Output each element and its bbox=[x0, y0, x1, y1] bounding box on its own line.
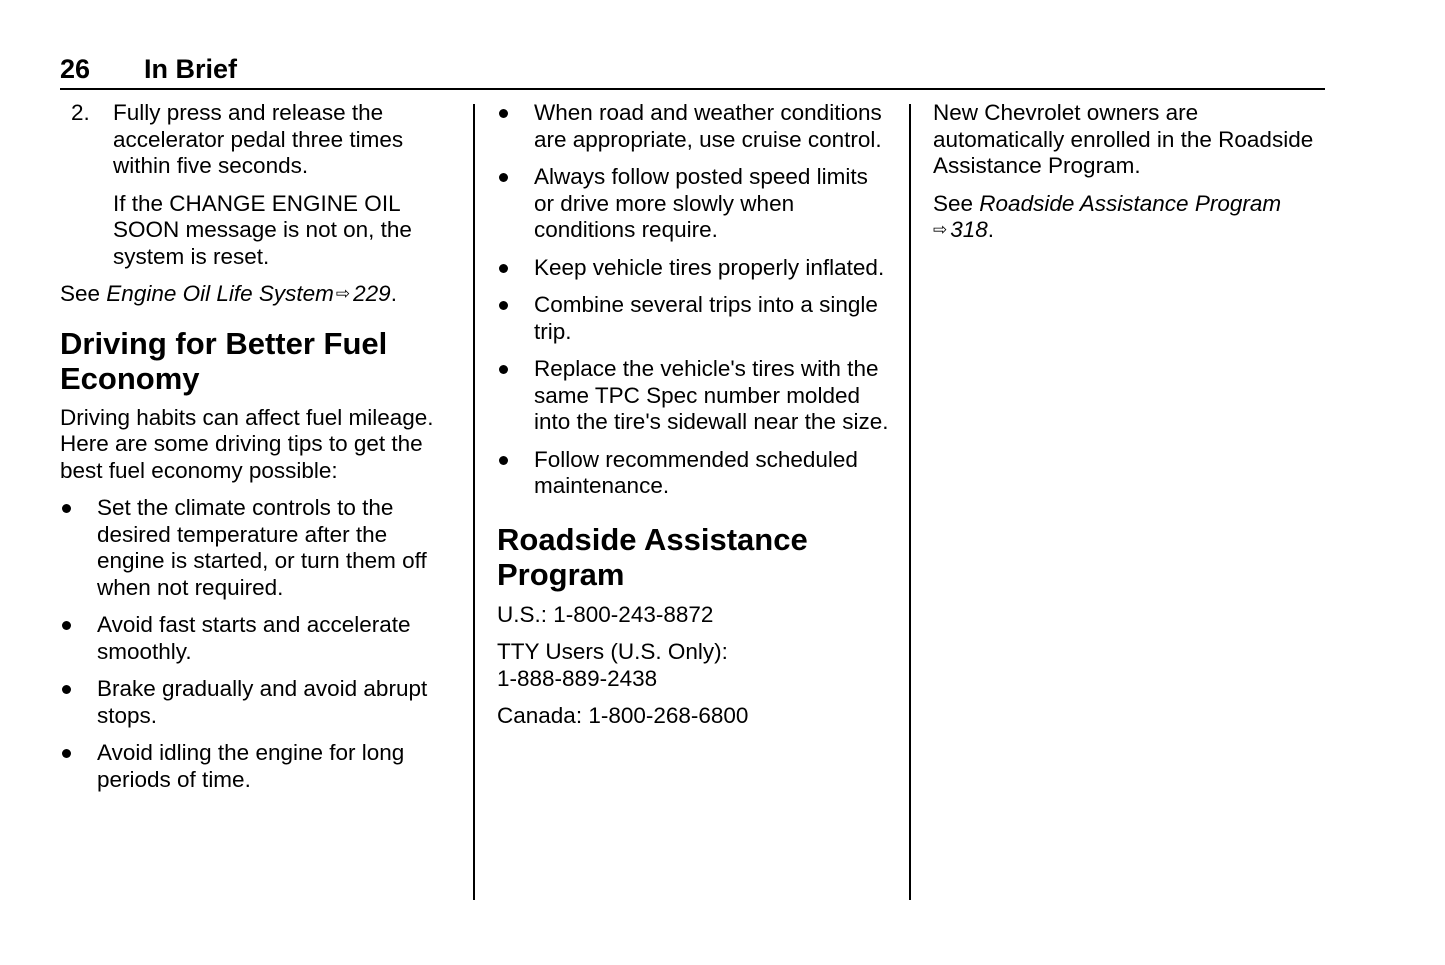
contact-tty-number: 1-888-889-2438 bbox=[497, 665, 658, 691]
section-title: In Brief bbox=[144, 54, 238, 84]
reference-suffix: . bbox=[987, 217, 995, 242]
list-item-text: Combine several trips into a single trip. bbox=[534, 292, 878, 344]
bullet-icon bbox=[499, 173, 508, 182]
list-item-text: Keep vehicle tires properly inflated. bbox=[534, 254, 885, 280]
list-item-text: Avoid idling the engine for long periods of time. bbox=[97, 740, 405, 792]
bullet-icon bbox=[499, 264, 508, 273]
list-item-text: Follow recommended scheduled maintenance. bbox=[534, 446, 858, 498]
contact-us-phone: U.S.: 1-800-243-8872 bbox=[497, 601, 714, 627]
fuel-economy-intro: Driving habits can affect fuel mileage. Here are some driving tips to get the best fuel economy possible: bbox=[60, 404, 434, 483]
list-item bbox=[60, 740, 455, 793]
see-reference bbox=[933, 191, 1328, 244]
numbered-step bbox=[60, 100, 455, 180]
list-item bbox=[497, 447, 892, 500]
list-item bbox=[60, 676, 455, 729]
contact-canada-phone: Canada: 1-800-268-6800 bbox=[497, 703, 749, 728]
step-text: Fully press and release the accelerator pedal three times within five seconds. bbox=[113, 100, 404, 178]
see-reference bbox=[60, 281, 455, 308]
bullet-icon bbox=[499, 301, 508, 310]
list-item-text: Avoid fast starts and accelerate smoothly. bbox=[97, 612, 411, 664]
list-item bbox=[60, 612, 455, 665]
bullet-icon bbox=[499, 109, 508, 118]
reference-link-roadside-assistance-program[interactable]: Roadside Assistance Program bbox=[979, 190, 1282, 216]
bullet-icon bbox=[62, 504, 71, 513]
roadside-enrollment-text: New Chevrolet owners are automatically enrolled in the Roadside Assistance Program. bbox=[933, 100, 1314, 178]
column-2 bbox=[497, 100, 892, 730]
page-arrow-icon: ⇨ bbox=[933, 220, 948, 239]
list-item-text: Always follow posted speed limits or drive more slowly when conditions require. bbox=[534, 164, 868, 242]
page-arrow-icon: ⇨ bbox=[335, 284, 351, 303]
bullet-icon bbox=[62, 621, 71, 630]
reference-page-number[interactable]: 318 bbox=[950, 217, 988, 242]
contact-tty bbox=[497, 639, 892, 692]
column-divider bbox=[473, 104, 475, 900]
bullet-icon bbox=[499, 365, 508, 374]
bullet-icon bbox=[62, 749, 71, 758]
bullet-icon bbox=[62, 685, 71, 694]
list-item bbox=[497, 100, 892, 153]
step-number: 2. bbox=[71, 100, 90, 125]
column-divider bbox=[909, 104, 911, 900]
heading-roadside-assistance: Roadside Assistance Program bbox=[497, 521, 808, 592]
page-number: 26 bbox=[60, 54, 91, 84]
see-prefix: See bbox=[933, 190, 980, 216]
column-1 bbox=[60, 100, 455, 793]
list-item bbox=[497, 164, 892, 244]
list-item bbox=[497, 292, 892, 345]
step-note: If the CHANGE ENGINE OIL SOON message is not on, the system is reset. bbox=[113, 190, 412, 269]
contact-tty-label: TTY Users (U.S. Only): bbox=[497, 639, 728, 664]
list-item-text: When road and weather conditions are appropriate, use cruise control. bbox=[534, 100, 882, 152]
fuel-tips-list-continued bbox=[497, 100, 892, 500]
reference-suffix: . bbox=[390, 281, 397, 306]
column-3 bbox=[933, 100, 1328, 244]
see-prefix: See bbox=[60, 281, 107, 306]
list-item-text: Brake gradually and avoid abrupt stops. bbox=[97, 676, 428, 728]
list-item-text: Set the climate controls to the desired temperature after the engine is started, or turn them off when not required. bbox=[97, 495, 427, 600]
list-item bbox=[497, 356, 892, 436]
bullet-icon bbox=[499, 456, 508, 465]
list-item bbox=[60, 495, 455, 601]
reference-page-number[interactable]: 229 bbox=[353, 281, 391, 306]
page-header bbox=[60, 52, 1325, 90]
list-item bbox=[497, 255, 892, 282]
heading-fuel-economy: Driving for Better Fuel Economy bbox=[60, 325, 388, 396]
reference-link-engine-oil-life-system[interactable]: Engine Oil Life System bbox=[106, 281, 334, 306]
fuel-tips-list bbox=[60, 495, 455, 793]
list-item-text: Replace the vehicle's tires with the same TPC Spec number molded into the tire's sidewall near the size. bbox=[534, 356, 889, 434]
